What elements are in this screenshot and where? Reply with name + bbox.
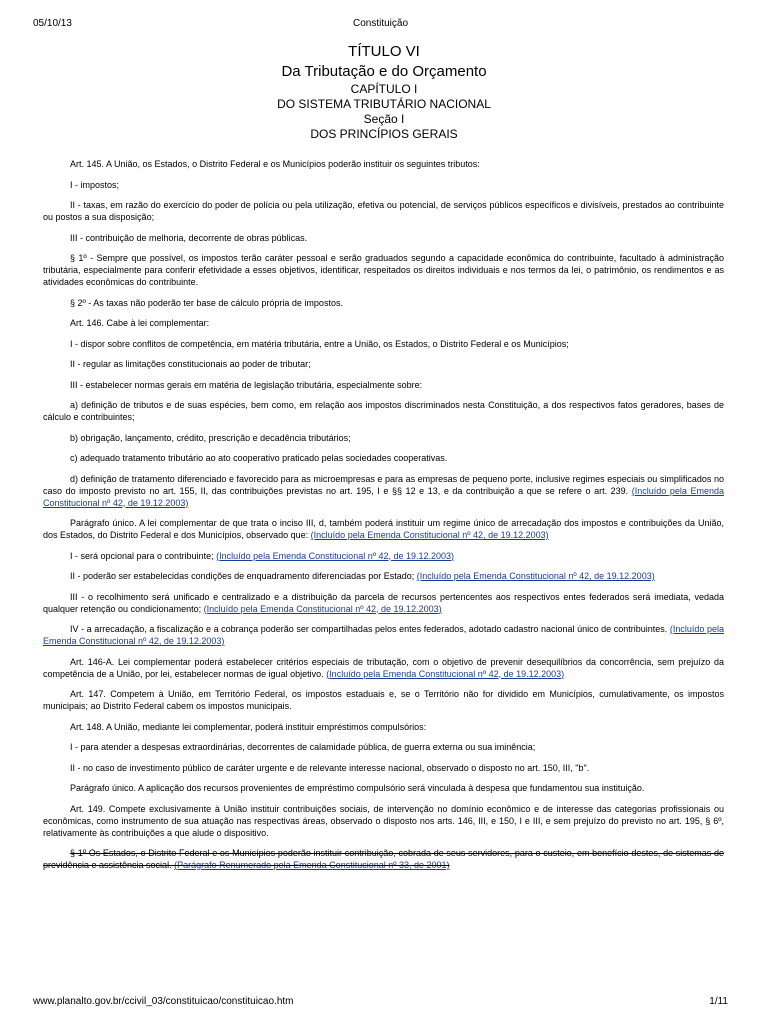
- secao-heading: Seção I: [363, 112, 405, 126]
- paragraph: Art. 148. A União, mediante lei complementar, poderá instituir empréstimos compulsórios:: [70, 721, 427, 732]
- section-titles: [0, 42, 768, 142]
- paragraph: c) adequado tratamento tributário ao ato cooperativo praticado pelas sociedades cooperativas.: [70, 453, 448, 463]
- titulo-name: Da Tributação e do Orçamento: [281, 63, 487, 80]
- paragraph: Parágrafo único. A aplicação dos recursos provenientes de empréstimo compulsório será vinculada à despesa que fundamentou sua instituição.: [70, 783, 645, 793]
- page-header: [33, 18, 728, 32]
- titulo-heading: TÍTULO VI: [348, 43, 420, 60]
- amendment-link[interactable]: (Incluído pela Emenda Constitucional nº 42, de 19.12.2003): [326, 668, 565, 679]
- paragraph: I - para atender a despesas extraordinárias, decorrentes de calamidade pública, de guerra externa ou sua iminência;: [70, 742, 536, 752]
- paragraph: II - taxas, em razão do exercício do poder de polícia ou pela utilização, efetiva ou potencial, de serviços públicos específicos e divisíveis, prestados ao contribuinte ou postos a sua disposição;: [43, 200, 724, 222]
- paragraph: [43, 570, 724, 582]
- document-body: [43, 158, 724, 880]
- capitulo-heading: CAPÍTULO I: [350, 82, 418, 96]
- print-date: 05/10/13: [33, 18, 72, 29]
- amendment-link[interactable]: (Incluído pela Emenda Constitucional nº 42, de 19.12.2003): [310, 530, 549, 540]
- page-number: 1/11: [709, 996, 728, 1007]
- paragraph: Art. 149. Compete exclusivamente à União instituir contribuições sociais, de intervenção no domínio econômico e de interesse das categorias profissionais ou econômicas, como instrumento de sua atuação nas respectivas áreas, observado o disposto nos arts. 146, III, e 150, I e III, e sem prejuízo do previsto no art. 195, § 6º, relativamente às contribuições a que alude o dispositivo.: [43, 803, 724, 838]
- paragraph-text: II - poderão ser estabelecidas condições de enquadramento diferenciadas por Estado;: [70, 571, 415, 581]
- paragraph-text: Art. 146-A. Lei complementar poderá estabelecer critérios especiais de tributação, com o objetivo de prevenir desequilíbrios da concorrência, sem prejuízo da competência de a União, por lei, estabelecer normas de igual objetivo.: [43, 656, 724, 679]
- paragraph: I - dispor sobre conflitos de competência, em matéria tributária, entre a União, os Estados, o Distrito Federal e os Municípios;: [70, 338, 569, 349]
- paragraph: [43, 550, 724, 562]
- paragraph-text: d) definição de tratamento diferenciado e favorecido para as microempresas e para as empresas de pequeno porte, inclusive regimes especiais ou simplificados no caso do imposto previsto no art. 155, II, das contribuições previstas no art. 195, I e §§ 12 e 13, e da contribuição a que se refere o art. 239.: [43, 473, 724, 496]
- paragraph-text: I - será opcional para o contribuinte;: [70, 550, 214, 561]
- paragraph: I - impostos;: [70, 179, 120, 190]
- paragraph-text: IV - a arrecadação, a fiscalização e a cobrança poderão ser compartilhadas pelos entes federados, adotado cadastro nacional único de contribuintes.: [70, 624, 668, 634]
- amendment-link[interactable]: (Incluído pela Emenda Constitucional nº 42, de 19.12.2003): [416, 571, 655, 581]
- paragraph-text: III - o recolhimento será unificado e centralizado e a distribuição da parcela de recursos pertencentes aos respectivos entes federados será imediata, vedada qualquer retenção ou condicionamento;: [43, 591, 724, 614]
- paragraph: § 2º - As taxas não poderão ter base de cálculo própria de impostos.: [70, 297, 343, 308]
- revoked-paragraph: [43, 847, 724, 871]
- amendment-link[interactable]: (Incluído pela Emenda Constitucional nº 42, de 19.12.2003): [203, 603, 442, 614]
- paragraph: Art. 146. Cabe à lei complementar:: [70, 318, 210, 328]
- page-footer: [33, 996, 728, 1010]
- paragraph: [43, 656, 724, 680]
- paragraph: § 1º - Sempre que possível, os impostos terão caráter pessoal e serão graduados segundo a capacidade econômica do contribuinte, facultado à administração tributária, especialmente para conferir efetividade a esses objetivos, identificar, respeitados os direitos individuais e nos termos da lei, o patrimônio, os rendimentos e as atividades econômicas do contribuinte.: [43, 253, 724, 287]
- paragraph: [43, 517, 724, 541]
- paragraph-text: § 1º Os Estados, o Distrito Federal e os Municípios poderão instituir contribuição, cobrada de seus servidores, para o custeio, em benefício destes, de sistemas de previdência e assistência social.: [43, 848, 724, 870]
- paragraph: III - estabelecer normas gerais em matéria de legislação tributária, especialmente sobre:: [70, 379, 423, 390]
- amendment-link[interactable]: (Incluído pela Emenda Constitucional nº 42, de 19.12.2003): [216, 550, 455, 561]
- capitulo-name: DO SISTEMA TRIBUTÁRIO NACIONAL: [277, 97, 491, 111]
- amendment-link[interactable]: (Incluído pela Emenda Constitucional nº 42, de 19.12.2003): [43, 624, 724, 646]
- paragraph: III - contribuição de melhoria, decorrente de obras públicas.: [70, 232, 308, 243]
- paragraph: Art. 147. Competem à União, em Território Federal, os impostos estaduais e, se o Território não for dividido em Municípios, cumulativamente, os impostos municipais; ao Distrito Federal cabem os impostos municipais.: [43, 689, 724, 711]
- page-header-title: Constituição: [352, 18, 409, 29]
- paragraph: [43, 591, 724, 615]
- paragraph: Art. 145. A União, os Estados, o Distrito Federal e os Municípios poderão instituir os seguintes tributos:: [70, 159, 480, 169]
- paragraph: a) definição de tributos e de suas espécies, bem como, em relação aos impostos discriminados nesta Constituição, a dos respectivos fatos geradores, bases de cálculo e contribuintes;: [43, 400, 724, 422]
- paragraph: b) obrigação, lançamento, crédito, prescrição e decadência tributários;: [70, 432, 351, 443]
- paragraph: II - no caso de investimento público de caráter urgente e de relevante interesse nacional, observado o disposto no art. 150, III, "b".: [70, 762, 590, 773]
- paragraph-text: Parágrafo único. A lei complementar de que trata o inciso III, d, também poderá instituir um regime único de arrecadação dos impostos e contribuições da União, dos Estados, do Distrito Federal e dos Municípios, observado que:: [43, 518, 724, 540]
- page-url: www.planalto.gov.br/ccivil_03/constituicao/constituicao.htm: [33, 996, 294, 1007]
- amendment-link[interactable]: (Parágrafo Renumerado pela Emenda Constitucional nº 33, de 2001): [174, 860, 450, 870]
- secao-name: DOS PRINCÍPIOS GERAIS: [310, 127, 458, 141]
- paragraph: II - regular as limitações constitucionais ao poder de tributar;: [70, 359, 311, 369]
- paragraph: [43, 623, 724, 647]
- amendment-link[interactable]: (Incluído pela Emenda Constitucional nº 42, de 19.12.2003): [43, 485, 724, 508]
- paragraph: [43, 473, 724, 509]
